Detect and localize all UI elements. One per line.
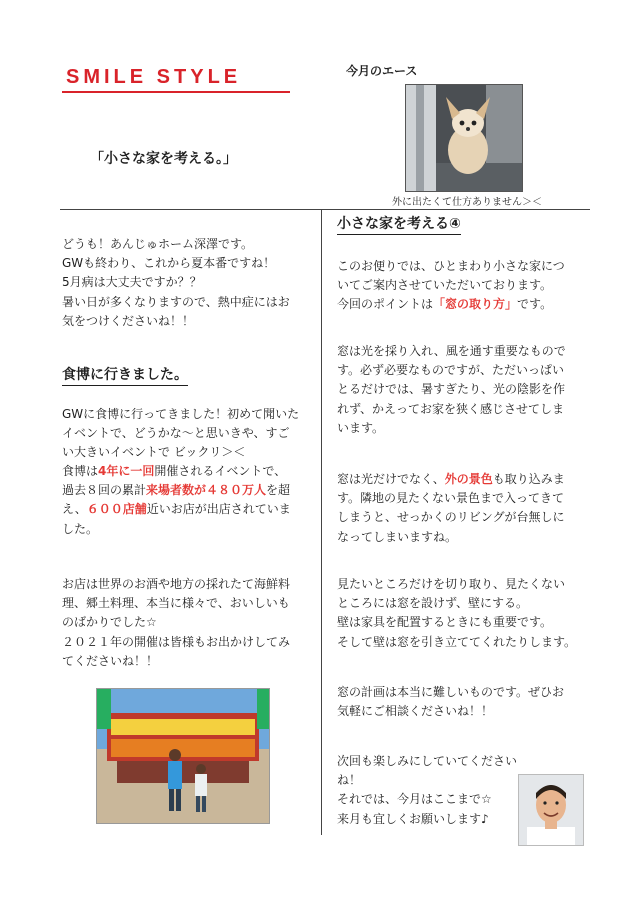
author-photo (518, 774, 584, 846)
intro-paragraph: どうも！あんじゅホーム深澤です。 GWも終わり、これから夏本番ですね！ 5月病は大丈夫ですか？？ 暑い日が多くなりますので、熱中症にはお 気をつけくださいね！！ (62, 237, 290, 328)
highlight-outside-view: 外の景色 (444, 472, 493, 486)
ace-label: 今月のエース (346, 64, 418, 78)
column-divider (321, 209, 322, 835)
highlight-visitors: 来場者数が４８０万人 (146, 483, 267, 498)
closing-paragraph: 次回も楽しみにしていてくださいね！ それでは、今月はここまで☆ 来月も宜しくお願いします♪ (337, 754, 518, 826)
newsletter-title: SMILE STYLE (66, 66, 242, 88)
food-fair-paragraph-2 (62, 462, 320, 539)
highlight-window-method: 「窓の取り方」 (433, 297, 518, 312)
highlight-stores: ６００店舗 (86, 502, 147, 517)
text-span: 近いお店が出店されていま (146, 502, 291, 517)
text-span: も取り込みま す。隣地の見たくない景色まで入ってきて しまうと、せっかくのリビングが台無しに なってしまいますね。 (337, 472, 565, 544)
text-span: 開催されるイベントで、 (154, 464, 287, 478)
food-fair-photo (96, 688, 270, 824)
window-paragraph-4: 見たいところだけを切り取り、見たくない ところには窓を設けず、壁にする。 壁は家具を配置するときにも重要です。 そして壁は窓を引き立ててくれたりします。 (337, 577, 577, 649)
window-paragraph-2: 窓は光を採り入れ、風を通す重要なもので す。必ず必要なものですが、ただいっぱい とるだけでは、暑すぎたり、光の陰影を作 れず、かえってお家を狭く感じさせてしま います。 (337, 344, 566, 435)
text-span: を超 (266, 483, 291, 498)
text-span: 窓は光だけでなく、 (337, 472, 445, 486)
text-span: です。 (517, 297, 553, 312)
text-span: このお便りでは、ひとまわり小さな家につ いてご案内させていただいております。 今回のポイントは (337, 259, 565, 312)
newsletter-subtitle: 「小さな家を考える。」 (90, 151, 237, 167)
window-paragraph-1 (337, 257, 595, 315)
text-span: え、 (62, 502, 87, 517)
food-fair-paragraph-3: お店は世界のお酒や地方の採れたて海鮮料 理、郷土料理、本当に様々で、おいしいも のばかりでした☆ ２０２１年の開催は皆様もお出かけしてみ てくださいね！！ (62, 577, 291, 668)
dog-photo (405, 84, 523, 192)
header-divider (60, 209, 590, 210)
text-span: した。 (62, 521, 99, 536)
food-fair-heading: 食博に行きました。 (62, 364, 188, 386)
food-fair-paragraph-1: GWに食博に行ってきました！初めて聞いた イベントで、どうかな～と思いきや、すご い大きいイベントで ビックリ＞＜ (62, 407, 300, 460)
highlight-four-years: 4年に一回 (98, 464, 155, 478)
window-paragraph-3 (337, 470, 595, 547)
small-house-heading: 小さな家を考える④ (337, 213, 461, 235)
text-span: 過去８回の累計 (62, 483, 147, 498)
window-paragraph-5: 窓の計画は本当に難しいものです。ぜひお 気軽にご相談くださいね！！ (337, 685, 565, 719)
text-span: 食博は (62, 464, 99, 478)
ace-caption: 外に出たくて仕方ありません＞＜ (392, 197, 542, 208)
title-underline (62, 91, 290, 93)
